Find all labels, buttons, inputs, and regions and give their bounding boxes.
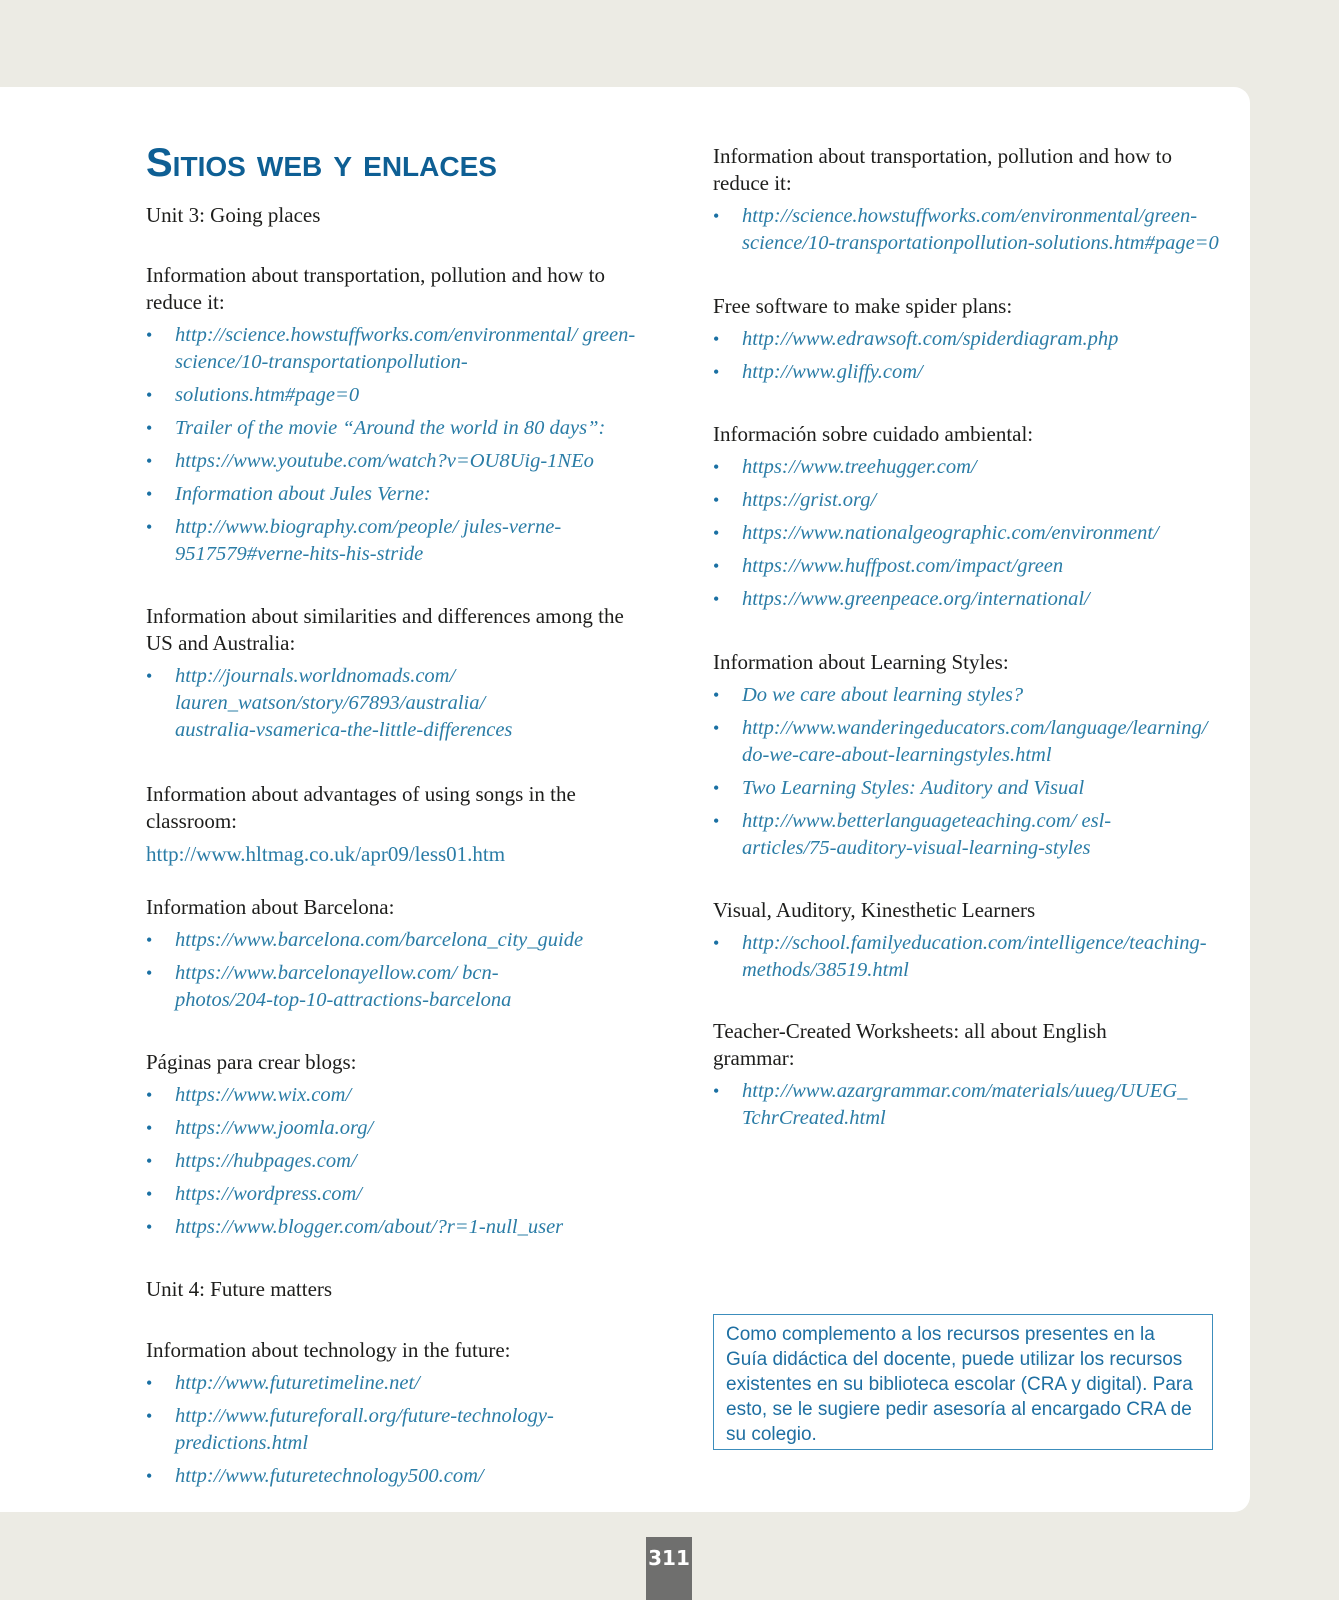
bullet-icon: • [146,517,153,537]
left-section-technology [146,1337,646,1496]
songs-link[interactable]: http://www.hltmag.co.uk/apr09/less01.htm [146,842,506,866]
link-item[interactable]: • http://www.futuretimeline.net/ [146,1370,646,1397]
link-item[interactable]: • https://wordpress.com/ [146,1181,646,1208]
link-item[interactable]: • Do we care about learning styles? [713,682,1233,709]
right-section-spider [713,293,1233,392]
section-heading: Information about technology in the future: [146,1338,511,1362]
link-item[interactable]: • Information about Jules Verne: [146,481,646,508]
bullet-icon: • [713,523,720,543]
link-item[interactable]: • solutions.htm#page=0 [146,382,646,409]
bullet-icon: • [146,963,153,983]
bullet-icon: • [146,451,153,471]
link-item[interactable]: • http://www.azargrammar.com/materials/uueg/UUEG_ TchrCreated.html [713,1080,1188,1129]
link-item[interactable]: • https://www.barcelona.com/barcelona_city_guide [146,927,646,954]
bullet-icon: • [146,1118,153,1138]
bullet-icon: • [146,930,153,950]
bullet-icon: • [713,362,720,382]
link-item[interactable]: • Trailer of the movie “Around the world in 80 days”: [146,415,646,442]
link-list [713,326,1233,386]
bullet-icon: • [713,206,720,226]
bullet-icon: • [713,933,720,953]
link-list [713,1078,1233,1132]
section-heading: Information about similarities and differences among the US and Australia: [146,604,624,655]
section-heading: Free software to make spider plans: [713,294,1013,318]
bullet-icon: • [146,1466,153,1486]
left-section-barcelona [146,894,646,1020]
link-item[interactable]: • https://www.barcelonayellow.com/ bcn-photos/204-top-10-attractions-barcelona [146,962,512,1011]
link-list [713,682,1233,862]
link-list [713,930,1233,984]
bullet-icon: • [713,811,720,831]
cra-note-box: Como complemento a los recursos presentes en la Guía didáctica del docente, puede utilizar los recursos existentes en su biblioteca escolar (CRA y digital). Para esto, se le sugiere pedir asesoría al encargado CRA de su colegio. [713,1314,1213,1450]
bullet-icon: • [713,329,720,349]
section-heading: Information about Learning Styles: [713,650,1009,674]
section-heading: Information about Barcelona: [146,895,395,919]
bullet-icon: • [146,484,153,504]
section-heading: Information about advantages of using songs in the classroom: [146,782,576,833]
link-item[interactable]: • http://www.biography.com/people/ jules-verne-9517579#verne-hits-his-stride [146,516,562,565]
link-list [713,203,1219,257]
right-section-transportation [713,143,1219,263]
bullet-icon: • [713,1081,720,1101]
bullet-icon: • [713,457,720,477]
unit-4-heading: Unit 4: Future matters [146,1277,333,1301]
left-section-songs [146,781,666,868]
right-section-learning-styles [713,649,1233,868]
link-item[interactable]: • https://grist.org/ [713,487,1233,514]
link-list [146,1082,646,1241]
link-item[interactable]: • http://www.wanderingeducators.com/language/learning/ do-we-care-about-learningstyles.html [713,717,1208,766]
bullet-icon: • [713,490,720,510]
section-heading: Páginas para crear blogs: [146,1050,357,1074]
link-item[interactable]: • https://www.huffpost.com/impact/green [713,553,1233,580]
bullet-icon: • [713,589,720,609]
bullet-icon: • [146,1406,153,1426]
link-item[interactable]: • https://hubpages.com/ [146,1148,646,1175]
bullet-icon: • [146,1151,153,1171]
left-section-transportation [146,262,646,574]
link-list [146,1370,646,1490]
link-item[interactable]: • https://www.treehugger.com/ [713,454,1233,481]
section-heading: Información sobre cuidado ambiental: [713,422,1034,446]
link-item[interactable]: • https://www.wix.com/ [146,1082,646,1109]
link-item[interactable]: • https://www.nationalgeographic.com/environment/ [713,520,1233,547]
link-item[interactable]: • http://www.betterlanguageteaching.com/ esl-articles/75-auditory-visual-learning-styles [713,810,1112,859]
link-item[interactable]: • http://school.familyeducation.com/intelligence/teaching- methods/38519.html [713,932,1207,981]
right-section-grammar [713,1018,1233,1138]
bullet-icon: • [146,666,153,686]
link-item[interactable]: • http://www.edrawsoft.com/spiderdiagram.php [713,326,1233,353]
section-heading: Visual, Auditory, Kinesthetic Learners [713,898,1036,922]
bullet-icon: • [146,1373,153,1393]
link-item[interactable]: • https://www.blogger.com/about/?r=1-null_user [146,1214,646,1241]
link-item[interactable]: • http://journals.worldnomads.com/ lauren_watson/story/67893/australia/ australia-vsamerica-the-little-differences [146,665,513,741]
unit-3-heading: Unit 3: Going places [146,203,321,227]
bullet-icon: • [146,1085,153,1105]
link-list [713,454,1233,613]
section-heading: Teacher-Created Worksheets: all about English grammar: [713,1019,1107,1070]
bullet-icon: • [146,325,153,345]
link-item[interactable]: • http://www.futureforall.org/future-technology- predictions.html [146,1405,554,1454]
link-item[interactable]: • https://www.joomla.org/ [146,1115,646,1142]
left-section-us-australia [146,603,646,750]
link-list [146,663,646,744]
bullet-icon: • [146,1184,153,1204]
page-number: 311 [646,1537,692,1600]
right-section-vak [713,897,1233,990]
section-heading: Information about transportation, pollution and how to reduce it: [146,263,606,314]
bullet-icon: • [713,778,720,798]
link-item[interactable]: • http://science.howstuffworks.com/environmental/ green-science/10-transportationpollution- [146,324,636,373]
link-list [146,322,646,568]
bullet-icon: • [146,385,153,405]
link-item[interactable]: • http://www.futuretechnology500.com/ [146,1463,646,1490]
link-item[interactable]: • https://www.youtube.com/watch?v=OU8Uig-1NEo [146,448,646,475]
section-heading: Information about transportation, pollution and how to reduce it: [713,144,1173,195]
link-item[interactable]: • https://www.greenpeace.org/international/ [713,586,1233,613]
right-section-environment [713,421,1233,619]
link-list [146,927,646,1014]
page-title: Sitios web y enlaces [146,141,497,185]
left-section-blogs [146,1049,646,1247]
bullet-icon: • [146,418,153,438]
bullet-icon: • [713,556,720,576]
bullet-icon: • [146,1217,153,1237]
link-item[interactable]: • http://www.gliffy.com/ [713,359,1233,386]
link-item[interactable]: • http://science.howstuffworks.com/environmental/green- science/10-transportationpollution-solutions.htm#page=0 [713,205,1219,254]
bullet-icon: • [713,718,720,738]
link-item[interactable]: • Two Learning Styles: Auditory and Visual [713,775,1233,802]
bullet-icon: • [713,685,720,705]
